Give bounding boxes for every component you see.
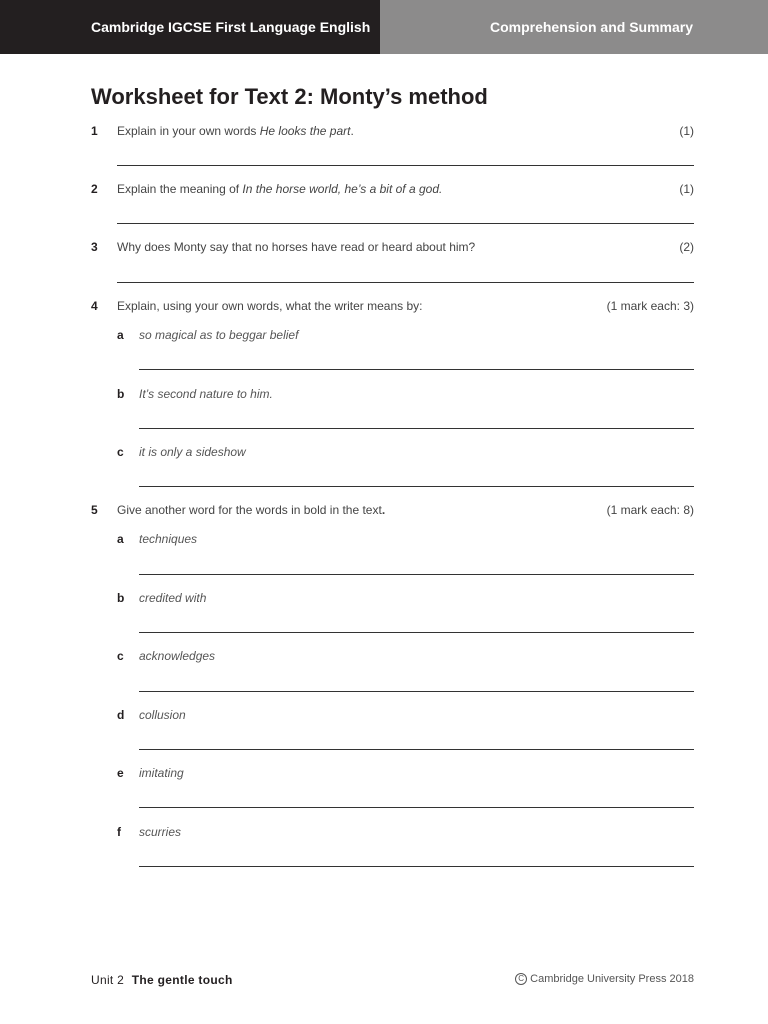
question-2-number: 2 <box>91 182 98 196</box>
question-1-marks: (1) <box>679 124 694 138</box>
question-4b-text: It’s second nature to him. <box>139 387 273 401</box>
question-5a-text: techniques <box>139 532 198 546</box>
question-3-number: 3 <box>91 240 98 254</box>
question-5a-letter: a <box>117 532 124 546</box>
answer-line-5a[interactable] <box>139 574 694 575</box>
question-5c-letter: c <box>117 649 124 663</box>
footer-unit-title: The gentle touch <box>131 973 233 987</box>
answer-line-5b[interactable] <box>139 632 694 633</box>
worksheet-title: Worksheet for Text 2: Monty’s method <box>91 84 488 109</box>
footer-unit-number: Unit 2 <box>91 973 125 987</box>
question-5d-letter: d <box>117 708 125 722</box>
answer-line-1[interactable] <box>117 165 694 166</box>
question-3-marks: (2) <box>679 240 694 254</box>
question-3-text: Why does Monty say that no horses have read or heard about him? <box>117 240 476 254</box>
question-5c-text: acknowledges <box>139 649 216 663</box>
question-4b-letter: b <box>117 387 125 401</box>
question-5e-text: imitating <box>139 766 184 780</box>
answer-line-2[interactable] <box>117 223 694 224</box>
question-4a-letter: a <box>117 328 124 342</box>
footer-copyright-text: Cambridge University Press 2018 <box>530 973 694 985</box>
question-4-number: 4 <box>91 299 98 313</box>
answer-line-4a[interactable] <box>139 369 694 370</box>
question-5-text: Give another word for the words in bold in the text. <box>117 503 386 517</box>
question-5f-text: scurries <box>139 825 182 839</box>
question-5-marks: (1 mark each: 8) <box>606 503 694 517</box>
question-4-text: Explain, using your own words, what the writer means by: <box>117 299 423 313</box>
page-header <box>0 0 768 54</box>
question-1-number: 1 <box>91 124 98 138</box>
question-5b-text: credited with <box>139 591 207 605</box>
question-4c-letter: c <box>117 445 124 459</box>
answer-line-5e[interactable] <box>139 807 694 808</box>
answer-line-5d[interactable] <box>139 749 694 750</box>
question-1-text: Explain in your own words He looks the part. <box>117 124 354 138</box>
question-2-text: Explain the meaning of In the horse world, he’s a bit of a god. <box>117 182 443 196</box>
question-5b-letter: b <box>117 591 125 605</box>
header-section-title: Comprehension and Summary <box>380 0 768 54</box>
question-5e-letter: e <box>117 766 124 780</box>
answer-line-4c[interactable] <box>139 486 694 487</box>
question-5d-text: collusion <box>139 708 186 722</box>
question-2-marks: (1) <box>679 182 694 196</box>
question-4a-text: so magical as to beggar belief <box>139 328 299 342</box>
answer-line-4b[interactable] <box>139 428 694 429</box>
footer-unit <box>91 973 233 987</box>
answer-line-3[interactable] <box>117 282 694 283</box>
question-4c-text: it is only a sideshow <box>139 445 246 459</box>
question-4-marks: (1 mark each: 3) <box>606 299 694 313</box>
footer-copyright <box>515 973 694 985</box>
copyright-icon: C <box>515 973 527 985</box>
question-5-number: 5 <box>91 503 98 517</box>
header-course-title: Cambridge IGCSE First Language English <box>0 0 380 54</box>
answer-line-5f[interactable] <box>139 866 694 867</box>
answer-line-5c[interactable] <box>139 691 694 692</box>
question-5f-letter: f <box>117 825 121 839</box>
